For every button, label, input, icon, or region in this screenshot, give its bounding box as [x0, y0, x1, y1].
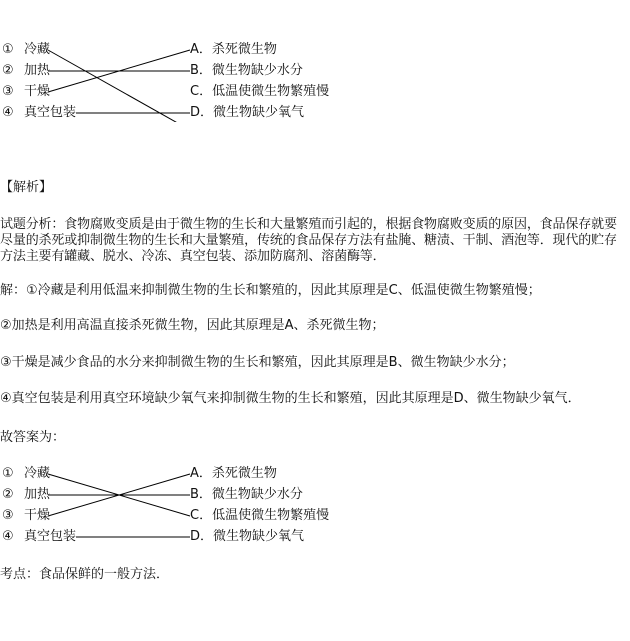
item-text: 冷藏 [24, 466, 51, 481]
right-item-c: C．低温使微生物繁殖慢 [190, 84, 330, 99]
answer-matching [0, 466, 360, 546]
item-text: 冷藏 [24, 42, 51, 57]
item-text: 加热 [24, 487, 51, 502]
solution-line-1: 解：①冷藏是利用低温来抑制微生物的生长和繁殖的，因此其原理是C、低温使微生物繁殖慢； [0, 283, 541, 298]
item-text: 真空包装 [24, 105, 77, 120]
solution-line-4: ④真空包装是利用真空环境缺少氧气来抑制微生物的生长和繁殖，因此其原理是D、微生物缺少氧气． [0, 391, 581, 406]
right-item-d: D．微生物缺少氧气 [190, 105, 305, 120]
left-item-2 [2, 63, 50, 79]
right-item-b: B．微生物缺少水分 [190, 487, 303, 502]
item-text: 真空包装 [24, 529, 77, 544]
right-item-a: A．杀死微生物 [190, 42, 277, 57]
marker: ④ [2, 529, 14, 544]
left-item-3 [2, 84, 50, 100]
right-item-d: D．微生物缺少氧气 [190, 529, 305, 544]
knowledge-point: 考点：食品保鲜的一般方法． [0, 567, 170, 582]
marker: ③ [2, 84, 14, 99]
right-item-b: B．微生物缺少水分 [190, 63, 303, 78]
marker: ① [2, 466, 14, 481]
marker: ② [2, 63, 14, 78]
item-text: 干燥 [24, 84, 51, 99]
solution-line-3: ③干燥是减少食品的水分来抑制微生物的生长和繁殖，因此其原理是B、微生物缺少水分； [0, 355, 515, 370]
answer-label: 故答案为： [0, 430, 66, 445]
left-item-4 [2, 529, 76, 545]
item-text: 加热 [24, 63, 51, 78]
marker: ① [2, 42, 14, 57]
right-item-a: A．杀死微生物 [190, 466, 277, 481]
analysis-body: 试题分析：食物腐败变质是由于微生物的生长和大量繁殖而引起的，根据食物腐败变质的原因，食品保存就要尽量的杀死或抑制微生物的生长和大量繁殖，传统的食品保存方法有盐腌、糖渍、干制、酒泡等．现代的贮存方法主要有罐藏、脱水、冷冻、真空包装、添加防腐剂、溶菌酶等． [0, 217, 617, 264]
item-text: 干燥 [24, 508, 51, 523]
left-item-2 [2, 487, 50, 503]
left-item-3 [2, 508, 50, 524]
left-item-1 [2, 466, 50, 482]
right-item-c: C．低温使微生物繁殖慢 [190, 508, 330, 523]
question-matching [0, 42, 360, 122]
marker: ④ [2, 105, 14, 120]
left-item-4 [2, 105, 76, 121]
marker: ② [2, 487, 14, 502]
solution-line-2: ②加热是利用高温直接杀死微生物，因此其原理是A、杀死微生物； [0, 318, 385, 333]
left-item-1 [2, 42, 50, 58]
marker: ③ [2, 508, 14, 523]
analysis-heading: 【解析】 [0, 180, 53, 195]
